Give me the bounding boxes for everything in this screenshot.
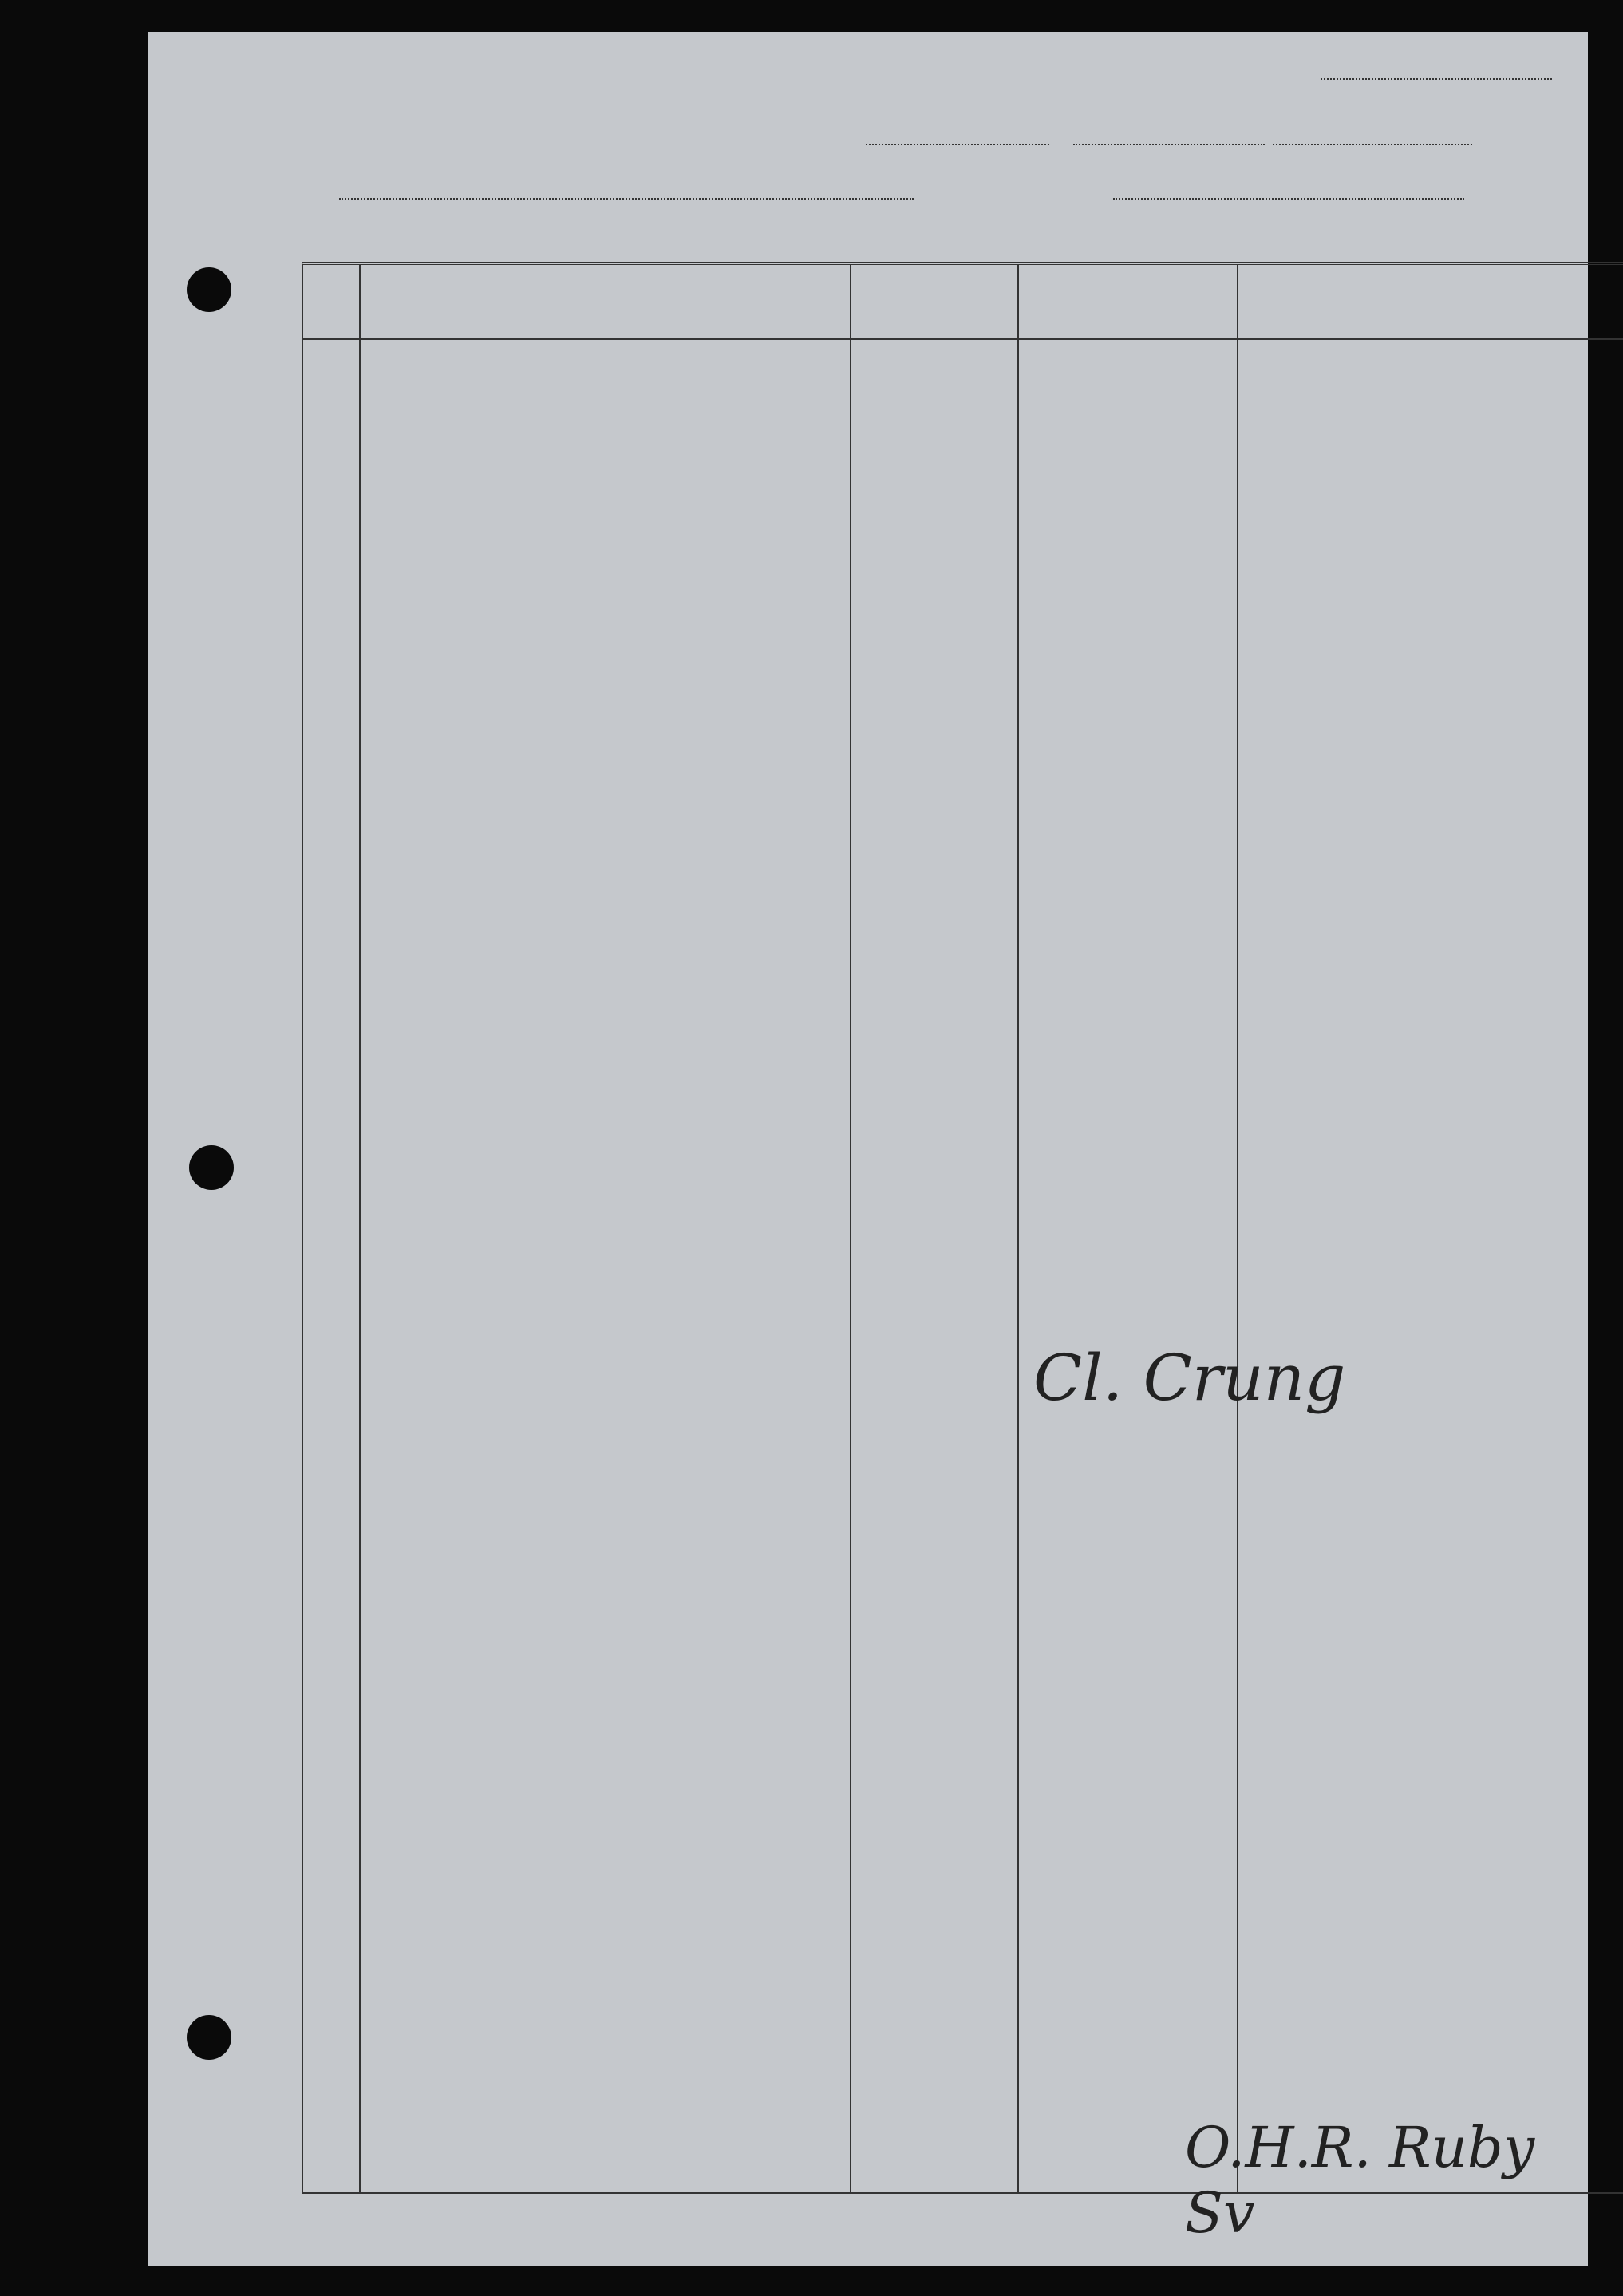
arrival-port-date — [1113, 198, 1464, 200]
document-page — [148, 32, 1588, 2266]
col-divider — [1237, 265, 1238, 2192]
list-no-field — [1321, 78, 1552, 80]
punch-hole — [187, 267, 231, 312]
header-divider — [303, 338, 1623, 340]
class-value — [866, 144, 1049, 145]
col-divider — [850, 265, 851, 2192]
embark-date — [1273, 144, 1472, 145]
col-divider — [359, 265, 361, 2192]
col-divider — [1017, 265, 1019, 2192]
passenger-table — [302, 262, 1623, 2194]
punch-hole — [189, 1145, 234, 1190]
embark-port — [1073, 144, 1265, 145]
punch-hole — [187, 2015, 231, 2060]
purser-signature: Cl. Crung — [1033, 1341, 1346, 1415]
officer-signature: O.H.R. Ruby Sv — [1185, 2115, 1535, 2246]
vessel-name — [339, 198, 914, 200]
